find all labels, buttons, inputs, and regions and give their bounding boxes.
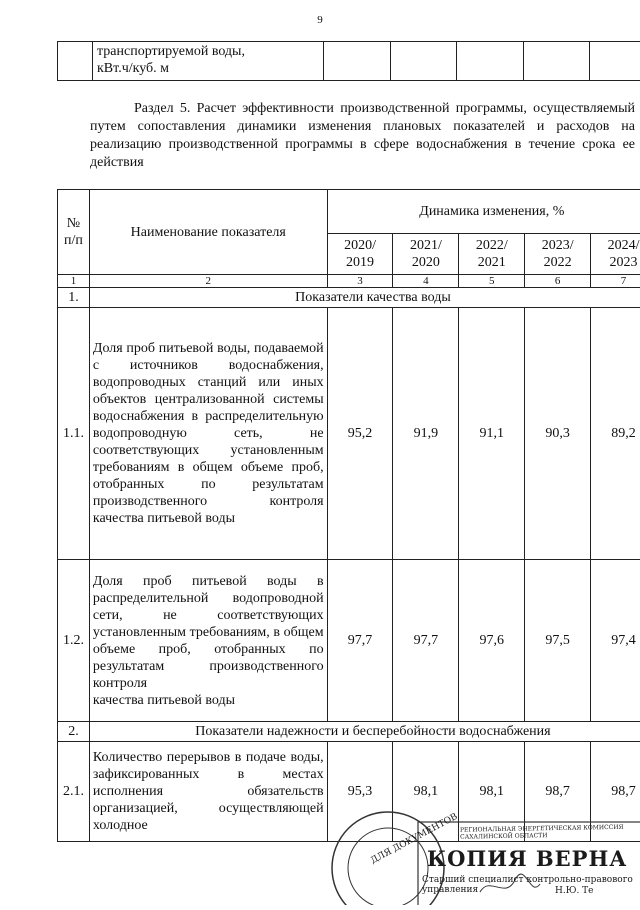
indicator-name-text: Доля проб питьевой воды, подаваемой с источников водоснабжения, водопроводных станций или иных объектов централизованной системы водоснабжения в распределительную водопроводную сеть, не соответствующих установленным требованиям в общем объеме проб, отобранных по результатам производственного контроля [93,341,324,509]
section-title: Раздел 5. Расчет эффективности производственной программы, осуществляемый путем сопоставления динамики изменения плановых показателей и расходов на реализацию производственной программы в сфере водоснабжения в течение срока ее действия [90,100,635,172]
fragment-table [57,41,640,81]
fragment-cell [390,42,457,81]
index-row [58,275,640,288]
group-no: 1. [58,288,90,308]
column-index: 3 [327,275,393,288]
indicator-name-last: качества питьевой воды [93,510,324,527]
value-cell: 98,1 [459,742,525,842]
value-cell: 97,5 [525,560,591,722]
header-name: Наименование показателя [89,190,327,275]
group-row [58,288,640,308]
value-cell: 98,7 [525,742,591,842]
fragment-cell [324,42,391,81]
column-index: 1 [58,275,90,288]
header-no: № п/п [58,190,90,275]
value-cell: 90,3 [525,308,591,560]
fragment-cell [457,42,524,81]
group-title: Показатели надежности и бесперебойности водоснабжения [89,722,640,742]
stamp-commission: РЕГИОНАЛЬНАЯ ЭНЕРГЕТИЧЕСКАЯ КОМИССИЯ САХАЛИНСКОЙ ОБЛАСТИ [460,823,640,840]
fragment-text-line1: транспортируемой воды, [97,44,245,59]
row-no: 2.1. [58,742,90,842]
stamp-role: Старший специалист контрольно-правового управления [422,875,640,895]
value-cell: 97,6 [459,560,525,722]
value-cell: 95,3 [327,742,393,842]
fragment-cell-name [93,42,324,81]
column-index: 6 [525,275,591,288]
row-no: 1.1. [58,308,90,560]
value-cell: 91,1 [459,308,525,560]
value-cell: 97,7 [393,560,459,722]
column-index: 4 [393,275,459,288]
indicators-table [57,189,640,842]
value-cell: 98,1 [393,742,459,842]
fragment-text-line2: кВт.ч/куб. м [97,61,169,76]
group-title: Показатели качества воды [89,288,640,308]
value-cell: 89,2 [591,308,640,560]
indicator-name [89,560,327,722]
fragment-cell [523,42,590,81]
stamp-copy-true: КОПИЯ ВЕРНА [427,846,627,871]
table-row [58,308,640,560]
stamp-doc-label: ДЛЯ ДОКУМЕНТОВ [369,812,459,866]
header-dynamics: Динамика изменения, % [327,190,640,234]
indicator-name-text: Доля проб питьевой воды в распределительной водопроводной сети, не соответствующих установленным требованиям, в общем объеме проб, отобранных по результатам производственного контроля [93,574,324,691]
header-row [58,190,640,234]
column-index: 2 [89,275,327,288]
certification-stamp [330,780,640,905]
indicator-name [89,308,327,560]
value-cell: 95,2 [327,308,393,560]
indicator-name-last: качества питьевой воды [93,692,324,709]
indicator-name: Количество перерывов в подаче воды, зафиксированных в местах исполнения обязательств организацией, осуществляющей холодное [89,742,327,842]
table-row [58,560,640,722]
header-year: 2020/ 2019 [327,234,393,275]
stamp-person: Н.Ю. Те [555,886,594,896]
page-number: 9 [0,14,640,26]
value-cell: 98,7 [591,742,640,842]
column-index: 5 [459,275,525,288]
header-year: 2023/ 2022 [525,234,591,275]
header-year: 2022/ 2021 [459,234,525,275]
row-no: 1.2. [58,560,90,722]
header-year: 2021/ 2020 [393,234,459,275]
value-cell: 97,4 [591,560,640,722]
table-row [58,42,640,81]
header-year: 2024/ 2023 [591,234,640,275]
value-cell: 97,7 [327,560,393,722]
value-cell: 91,9 [393,308,459,560]
group-row [58,722,640,742]
fragment-cell [590,42,640,81]
group-no: 2. [58,722,90,742]
fragment-cell-no [58,42,93,81]
column-index: 7 [591,275,640,288]
